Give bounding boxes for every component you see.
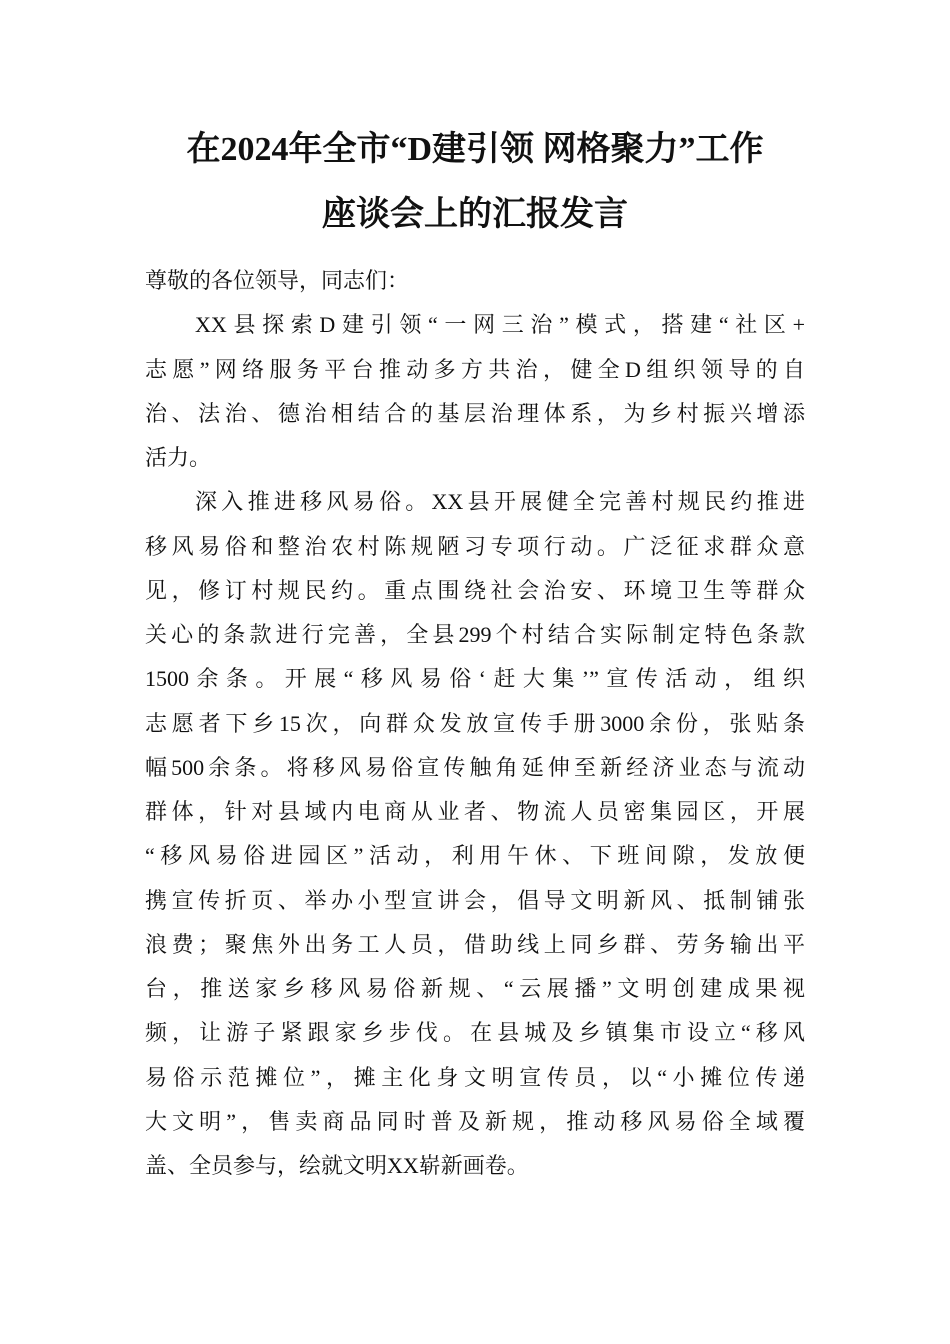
paragraph-line: 大文明”，售卖商品同时普及新规，推动移风易俗全域覆 (145, 1108, 805, 1134)
paragraphs (145, 303, 805, 1188)
paragraph (145, 303, 805, 480)
paragraph-line: 治、法治、德治相结合的基层治理体系，为乡村振兴增添 (145, 400, 805, 426)
paragraph-line: 1500余条。开展“移风易俗‘赶大集’”宣传活动，组织 (145, 666, 805, 692)
paragraph-line: 盖、全员参与，绘就文明XX崭新画卷。 (145, 1153, 529, 1178)
paragraph-line: 见，修订村规民约。重点围绕社会治安、环境卫生等群众 (145, 577, 805, 603)
paragraph-line: “移风易俗进园区”活动，利用午休、下班间隙，发放便 (145, 843, 805, 869)
paragraph (145, 480, 805, 1188)
paragraph-line: 关心的条款进行完善，全县299个村结合实际制定特色条款 (145, 622, 805, 647)
paragraph-line: 幅500余条。将移风易俗宣传触角延伸至新经济业态与流动 (145, 754, 805, 780)
paragraph-line: XX县探索D建引领“一网三治”模式，搭建“社区+ (195, 312, 805, 338)
paragraph-line: 移风易俗和整治农村陈规陋习专项行动。广泛征求群众意 (145, 533, 805, 559)
paragraph-line: 志愿者下乡15次，向群众发放宣传手册3000余份，张贴条 (145, 710, 805, 736)
paragraph-line: 志愿”网络服务平台推动多方共治，健全D组织领导的自 (145, 356, 805, 382)
document-title-line-2: 座谈会上的汇报发言 (322, 196, 628, 233)
salutation: 尊敬的各位领导，同志们： (145, 268, 410, 293)
document-title-line-1: 在2024年全市“D建引领 网格聚力”工作 (186, 131, 764, 168)
paragraph-line: 活力。 (145, 445, 212, 470)
document-body (145, 259, 805, 1188)
paragraph-line: 易俗示范摊位”，摊主化身文明宣传员，以“小摊位传递 (145, 1064, 805, 1090)
paragraph-line: 携宣传折页、举办小型宣讲会，倡导文明新风、抵制铺张 (145, 887, 805, 913)
paragraph-line: 频，让游子紧跟家乡步伐。在县城及乡镇集市设立“移风 (145, 1020, 805, 1046)
paragraph-line: 群体，针对县域内电商从业者、物流人员密集园区，开展 (145, 799, 805, 824)
paragraph-line: 深入推进移风易俗。XX县开展健全完善村规民约推进 (195, 489, 805, 515)
paragraph-line: 台，推送家乡移风易俗新规、“云展播”文明创建成果视 (145, 976, 805, 1001)
paragraph-line: 浪费；聚焦外出务工人员，借助线上同乡群、劳务输出平 (145, 931, 805, 957)
